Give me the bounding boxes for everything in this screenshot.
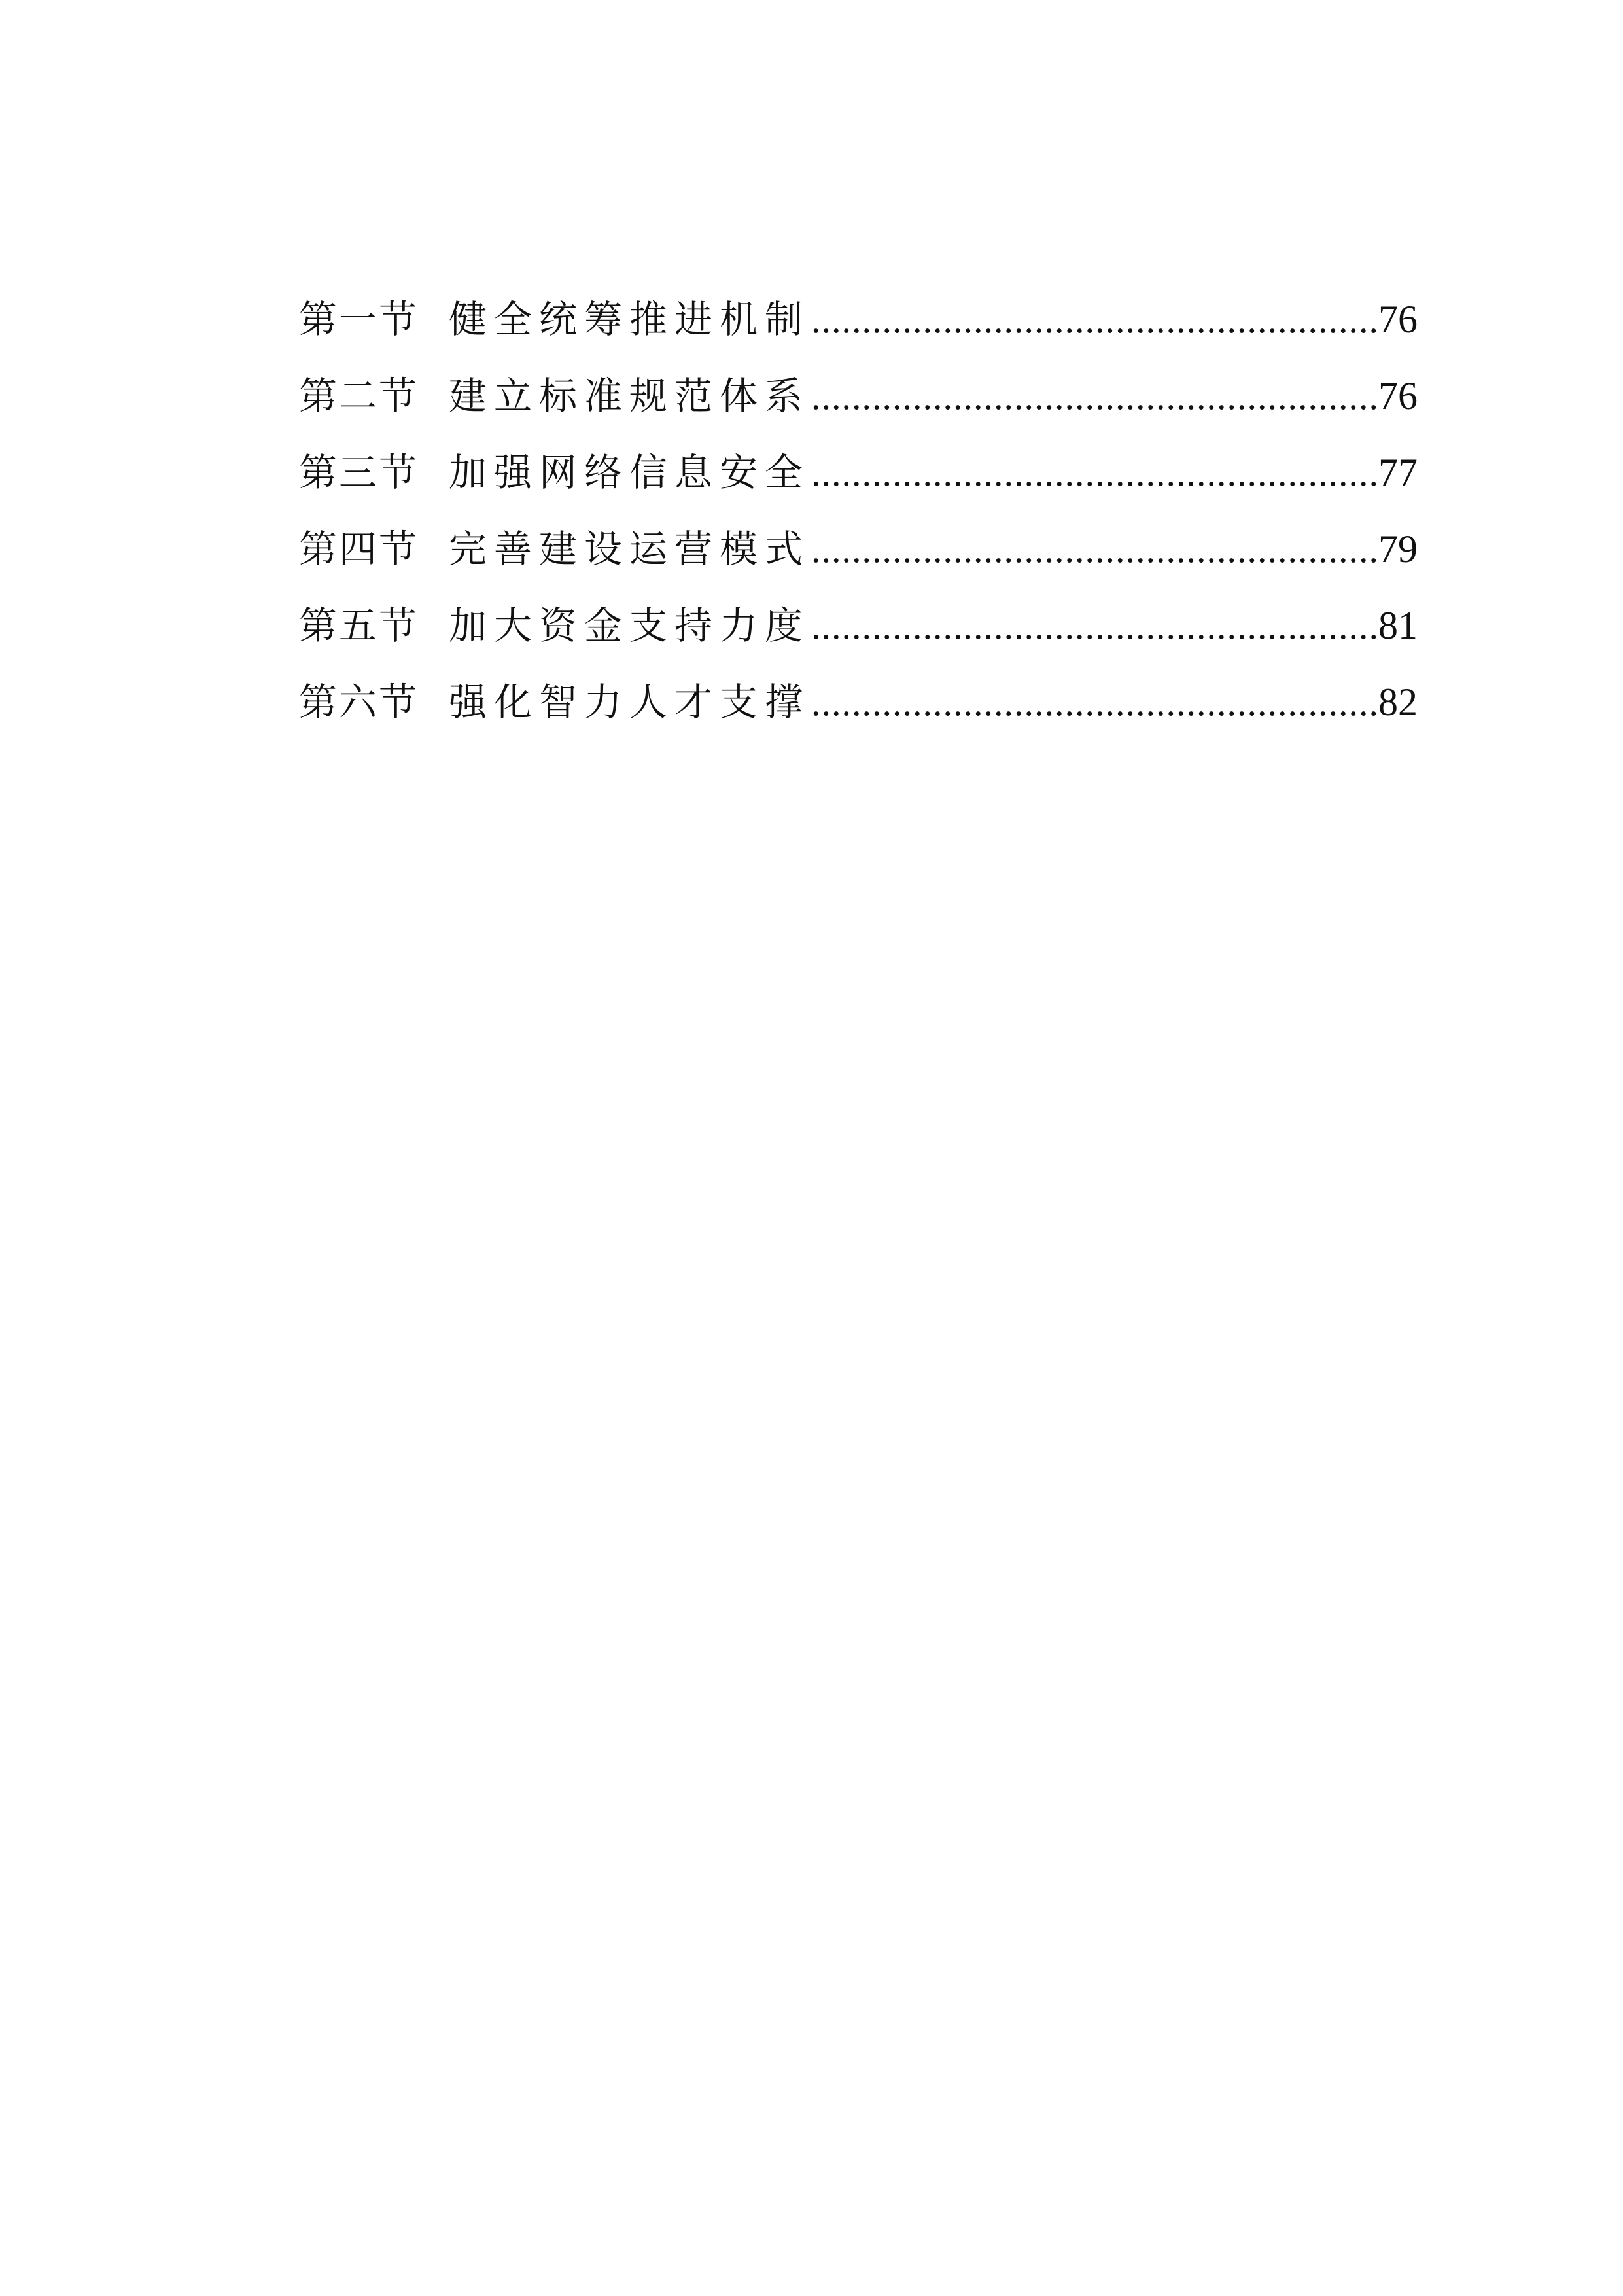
toc-section-number: 第四节 — [299, 527, 419, 571]
toc-entry[interactable] — [299, 664, 1418, 741]
toc-page-number: 81 — [1378, 604, 1418, 647]
toc-entry[interactable] — [299, 434, 1418, 511]
toc-section-number: 第二节 — [299, 374, 419, 418]
dot-leader — [811, 511, 1376, 588]
toc-section-number: 第五节 — [299, 603, 419, 648]
dot-leader — [811, 588, 1376, 664]
toc-page-number: 76 — [1378, 298, 1418, 341]
dot-leader — [811, 664, 1376, 741]
toc-page-number: 77 — [1378, 451, 1418, 494]
toc-entry[interactable] — [299, 511, 1418, 588]
toc-entry-title: 完善建设运营模式 — [449, 527, 811, 571]
toc-entry-title: 建立标准规范体系 — [449, 374, 811, 418]
table-of-contents — [299, 281, 1418, 741]
toc-entry-title: 健全统筹推进机制 — [449, 297, 811, 342]
toc-entry-title: 加大资金支持力度 — [449, 603, 811, 648]
toc-entry[interactable] — [299, 588, 1418, 664]
toc-page-number: 76 — [1378, 374, 1418, 417]
toc-section-number: 第六节 — [299, 680, 419, 724]
toc-entry-title: 加强网络信息安全 — [449, 450, 811, 495]
toc-entry[interactable] — [299, 281, 1418, 358]
dot-leader — [811, 358, 1376, 434]
toc-section-number: 第一节 — [299, 297, 419, 342]
toc-section-number: 第三节 — [299, 450, 419, 495]
toc-entry[interactable] — [299, 358, 1418, 434]
dot-leader — [811, 434, 1376, 511]
dot-leader — [811, 281, 1376, 358]
toc-page-number: 79 — [1378, 527, 1418, 571]
toc-page-number: 82 — [1378, 680, 1418, 724]
toc-entry-title: 强化智力人才支撑 — [449, 680, 811, 724]
